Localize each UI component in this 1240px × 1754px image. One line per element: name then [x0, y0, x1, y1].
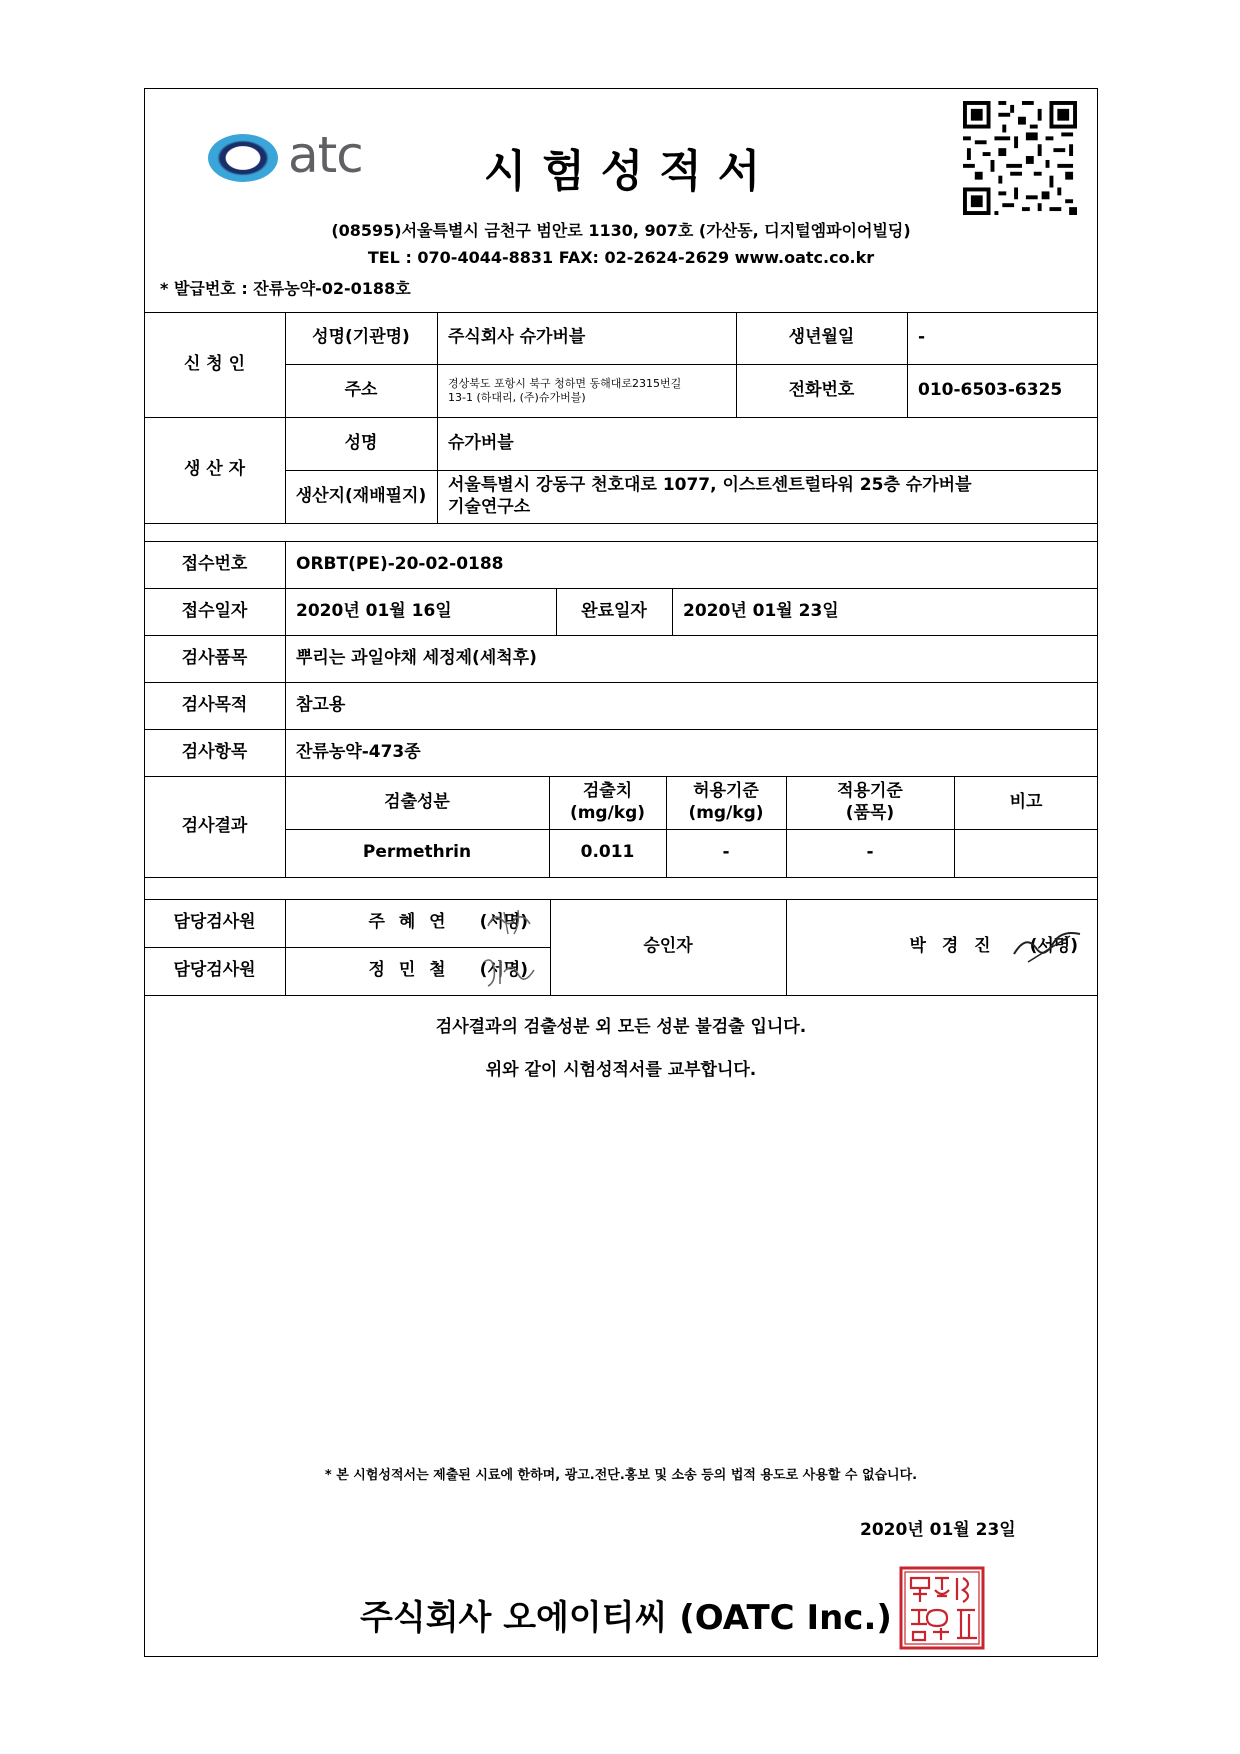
applicant-address-value [437, 364, 736, 417]
producer-origin-line-1: 서울특별시 강동구 천호대로 1077, 이스트센트럴타워 25층 슈가버블 [448, 475, 972, 496]
result-header-component: 검출성분 [384, 791, 450, 812]
complete-date-label: 완료일자 [581, 600, 647, 621]
company-seal-icon [899, 1566, 985, 1650]
inspector-2-sign-label: (서명) [479, 960, 528, 981]
issue-number: * 발급번호 : 잔류농약-02-0188호 [160, 279, 411, 298]
result-header-detected-line-2: (mg/kg) [569, 802, 646, 823]
applicant-name-label: 성명(기관명) [312, 327, 410, 348]
producer-name-label: 성명 [344, 432, 378, 453]
producer-origin-label: 생산지(재배필지) [295, 485, 427, 506]
lab-address: (08595)서울특별시 금천구 범안로 1130, 907호 (가산동, 디지털엠파이어빌딩) [331, 221, 911, 240]
approver-name: 박 경 진 [909, 936, 996, 957]
inspection-scope-label: 검사항목 [181, 741, 248, 762]
result-header-remark: 비고 [1009, 791, 1043, 812]
note-line-2: 위와 같이 시험성적서를 교부합니다. [485, 1060, 757, 1080]
approver-sign-label: (서명) [1029, 936, 1078, 957]
approver-signature-icon [1010, 926, 1084, 970]
note-line-1: 검사결과의 검출성분 외 모든 성분 불검출 입니다. [435, 1017, 807, 1037]
result-component: Permethrin [362, 842, 472, 863]
logo-text: atc [288, 126, 363, 184]
result-header-detected-line-1: 검출치 [582, 781, 633, 802]
applicant-birth-label: 생년월일 [788, 327, 855, 348]
result-detected: 0.011 [580, 842, 635, 863]
issue-date: 2020년 01월 23일 [860, 1520, 1016, 1540]
result-header-limit-line-1: 허용기준 [693, 781, 759, 802]
inspection-purpose-value: 참고용 [296, 694, 346, 715]
result-section-label: 검사결과 [181, 815, 248, 836]
disclaimer-text: * 본 시험성적서는 제출된 시료에 한하며, 광고.전단.홍보 및 소송 등의 법적 용도로 사용할 수 없습니다. [324, 1468, 918, 1483]
inspector-2-name: 정 민 철 [368, 960, 450, 981]
inspector-2-signature-icon [478, 952, 540, 992]
producer-section-label: 생 산 자 [183, 459, 246, 480]
oatc-logo [208, 126, 383, 188]
applicant-address-label: 주소 [344, 379, 378, 400]
result-standard: - [866, 842, 874, 863]
applicant-address-line-2: 13-1 (하대리, (주)슈가버블) [448, 390, 586, 404]
approver-label: 승인자 [643, 936, 693, 957]
receipt-date-value: 2020년 01월 16일 [296, 600, 452, 621]
applicant-name-value: 주식회사 슈가버블 [448, 327, 586, 348]
applicant-section-label: 신 청 인 [183, 353, 246, 374]
inspector-1-signature-icon [484, 906, 538, 940]
inspection-item-label: 검사품목 [181, 647, 248, 668]
receipt-number-value: ORBT(PE)-20-02-0188 [296, 553, 504, 574]
inspector-1-sign-label: (서명) [479, 912, 528, 933]
applicant-phone-value: 010-6503-6325 [918, 379, 1063, 400]
result-header-limit [666, 776, 786, 829]
inspector-label-1: 담당검사원 [173, 912, 256, 933]
applicant-birth-value: - [918, 327, 926, 348]
inspector-1-name: 주 혜 연 [368, 912, 450, 933]
qr-code-icon [963, 101, 1077, 215]
lab-contact: TEL : 070-4044-8831 FAX: 02-2624-2629 www.oatc.co.kr [367, 248, 875, 267]
result-header-standard-line-2: (품목) [845, 802, 895, 823]
inspector-label-2: 담당검사원 [173, 960, 256, 981]
receipt-date-label: 접수일자 [181, 600, 248, 621]
inspection-scope-value: 잔류농약-473종 [296, 741, 421, 762]
producer-origin-line-2: 기술연구소 [448, 496, 531, 517]
result-remark [954, 829, 1098, 877]
receipt-number-label: 접수번호 [181, 553, 248, 574]
producer-name-value: 슈가버블 [448, 432, 514, 453]
document-title: 시험성적서 [483, 146, 777, 197]
inspection-item-value: 뿌리는 과일야채 세정제(세척후) [296, 647, 537, 668]
result-header-detected [549, 776, 666, 829]
result-header-standard-line-1: 적용기준 [837, 781, 903, 802]
result-limit: - [722, 842, 730, 863]
company-name: 주식회사 오에이티씨 (OATC Inc.) [360, 1598, 892, 1638]
logo-ring-icon [208, 134, 278, 182]
applicant-phone-label: 전화번호 [788, 379, 855, 400]
complete-date-value: 2020년 01월 23일 [683, 600, 839, 621]
result-header-standard [786, 776, 954, 829]
producer-origin-value [437, 470, 1098, 523]
inspection-purpose-label: 검사목적 [181, 694, 248, 715]
applicant-address-line-1: 경상북도 포항시 북구 청하면 동해대로2315번길 [448, 376, 682, 390]
result-header-limit-line-2: (mg/kg) [688, 802, 764, 823]
